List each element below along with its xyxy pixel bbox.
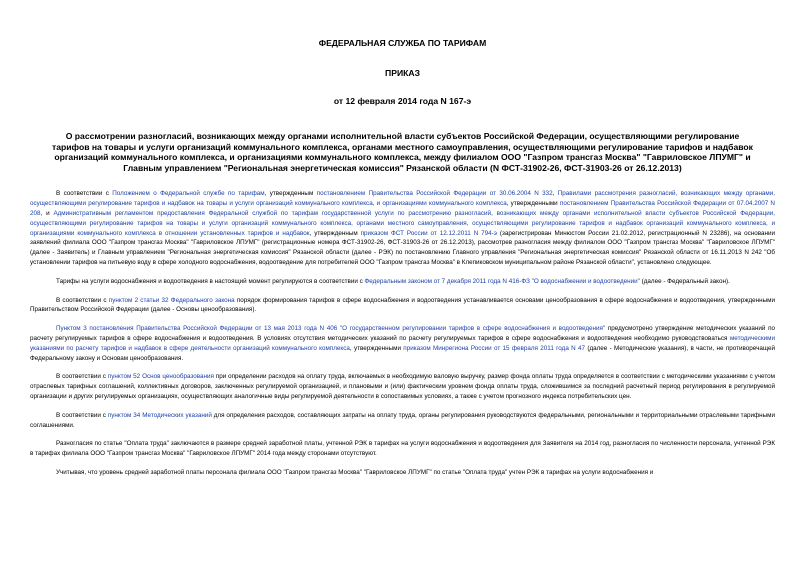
link-resolution-332[interactable]: постановлением Правительства Российской Федерации от 30.06.2004 N 332 [316,190,553,198]
link-pricing-point-52[interactable]: пунктом 52 Основ ценообразования [107,373,214,381]
p2-text-2: (далее - Федеральный закон). [639,277,730,285]
link-order-47[interactable]: приказом Минрегиона России от 15 февраля 2011 года N 47 [403,344,586,352]
paragraph-2 [30,277,775,287]
p2-text-1: Тарифы на услуги водоснабжения и водоотведения в настоящий момент регулируются в соответствии с [56,277,365,285]
p1-text-2: , утвержденным [264,190,317,198]
p4-text-2: , утвержденными [349,344,404,352]
paragraph-8 [30,468,775,478]
link-fst-regulation[interactable]: Положением о Федеральной службе по тарифам [112,190,265,198]
p1-text-7: (зарегистрирован Минюстом России 21.02.2012, регистрационный N 23286), на основании заявлений филиала ООО "Газпром трансгаз Москва" "Гавриловское ЛПУМГ" (регистрационные номера ФСТ-31902-26, ФСТ-31903-26 от 26.12.2013), рассмотрев разногласия между филиалом ООО "Газпром трансгаз Москва" "Гавриловское ЛПУМГ" (далее - Заявитель) и Главным управлением "Региональная энергетическая комиссия" Рязанской области (далее - РЭК) по постановлению Главного управления "Региональная энергетическая комиссия" Рязанской области от 16.11.2013 N 242 "Об установлении тарифов на питьевую воду в сфере холодного водоснабжения, водоотведение для потребителей ООО "Газпром трансгаз Москва" в Клепиковском муниципальном районе Рязанской области", установлено следующее. [30,229,775,266]
p7-text-1: Разногласия по статье "Оплата труда" заключаются в размере средней заработной платы, учтенной РЭК в тарифах на услуги водоснабжения и водоотведения для Заявителя на 2014 год, разногласия по численности персонала, учтенной РЭК в тарифах филиала ООО "Газпром трансгаз Москва" "Гавриловское ЛПУМГ" 2014 года между сторонами отсутствуют. [30,440,775,458]
document-date-number: от 12 февраля 2014 года N 167-э [333,96,472,106]
p4-text-1: предусмотрено утверждение методических указаний по расчету регулируемых тарифов в сфере водоснабжения и водоотведения. В условиях отсутствия методических указаний по расчету регулируемых тарифов в сфере водоснабжения и водоотведения необходимо руководствоваться [30,325,775,342]
p5-text-1: В соответствии с [56,373,108,381]
p6-text-2: для определения расходов, составляющих затраты на оплату труда, органы регулирования руководствуются федеральными, региональными и территориальными отраслевыми тарифными соглашениями. [30,411,776,429]
link-guidelines-point-34[interactable]: пунктом 34 Методических указаний [107,411,212,419]
link-disagreement-rules[interactable]: Правилами рассмотрения разногласий, возникающих между органами, осуществляющими регулирование тарифов и надбавок на товары и услуги организаций коммунального комплекса, и организациями коммунального комплекса [30,190,776,208]
p8-text-1: Учитывая, что уровень средней заработной платы персонала филиала ООО "Газпром трансгаз Москва" "Гавриловское ЛПУМГ" по статье "Оплата труда" учтен РЭК в тарифах на услуги водоснабжения и [56,468,654,476]
p5-text-2: при определении расходов на оплату труда, включаемых в необходимую валовую выручку, размер фонда оплаты труда определяется в соответствии с методическими указаниями с учетом отраслевых тарифных соглашений, коллективных договоров, заключенных регулируемой организацией, и плановыми и (или) фактическим уровнем фонда оплаты труда, сложившимся за последний расчетный период регулирования в регулируемой организации и других регулируемых организациях, осуществляющих аналогичные виды регулируемой деятельности в сопоставимых условиях, а также с учетом прогнозного индекса потребительских цен. [30,373,775,400]
p3-text-1: В соответствии с [56,296,109,304]
link-article-32[interactable]: пунктом 2 статьи 32 Федерального закона [108,296,235,304]
link-federal-law-416[interactable]: Федеральным законом от 7 декабря 2011 года N 416-ФЗ "О водоснабжении и водоотведении" [364,277,640,285]
link-resolution-208[interactable]: постановлением Правительства Российской Федерации от 07.04.2007 N 208 [30,200,775,217]
paragraph-5 [30,372,775,401]
p1-text-1: В соответствии с [56,190,113,198]
link-methodical-guidelines[interactable]: методическими указаниями по расчету тарифов и надбавок в сфере деятельности организаций коммунального комплекса [30,334,775,352]
paragraph-6 [30,411,775,431]
agency-name: ФЕДЕРАЛЬНАЯ СЛУЖБА ПО ТАРИФАМ [318,38,487,48]
link-order-794[interactable]: приказом ФСТ России от 12.12.2011 N 794-э [360,229,497,237]
paragraph-3 [30,296,775,316]
document-type: ПРИКАЗ [385,68,420,78]
p6-text-1: В соответствии с [56,411,108,419]
p4-text-3: (далее - Методические указания), в части, не противоречащей Федеральному закону и Основам ценообразования. [30,344,775,362]
p3-text-2: порядок формирования тарифов в сфере водоснабжения и водоотведения устанавливается основами ценообразования в сфере водоснабжения и водоотведения, утвержденными Правительством Российской Федерации (далее - Основы ценообразования). [30,296,776,314]
p1-text-5: , и [40,209,54,217]
p1-text-3: , [552,190,558,198]
paragraph-4 [30,324,775,363]
link-resolution-406[interactable]: Пунктом 3 постановления Правительства Российской Федерации от 13 мая 2013 года N 406 "О государственном регулировании тарифов в сфере водоснабжения и водоотведения" [56,325,606,333]
document-title: О рассмотрении разногласий, возникающих между органами исполнительной власти субъектов Российской Федерации, осуществляющими регулирование тарифов на товары и услуги организаций коммунального комплекса, органами местного самоуправления, осуществляющими регулирование тарифов и надбавок организаций коммунального комплекса, и организациями коммунального комплекса, между филиалом ООО "Газпром трансгаз Москва" "Гавриловское ЛПУМГ" и Главным управлением "Региональная энергетическая комиссия" Рязанской области (N ФСТ-31902-26, ФСТ-31903-26 от 26.12.2013) [52,131,753,173]
p1-text-6: , утвержденным [309,229,361,237]
link-admin-regulation[interactable]: Административным регламентом предоставления Федеральной службой по тарифам государственной услуги по рассмотрению разногласий, возникающих между органами исполнительной власти субъектов Российской Федерации, осуществляющими регулирование тарифов на товары и услуги организаций коммунального комплекса, органами местного самоуправления, осуществляющими регулирование тарифов и надбавок организаций коммунального комплекса, и организациями коммунального комплекса в отношении установленных тарифов и надбавок [30,209,775,237]
paragraph-7 [30,439,775,459]
paragraph-1 [30,189,775,267]
p1-text-4: , утвержденными [506,200,560,208]
